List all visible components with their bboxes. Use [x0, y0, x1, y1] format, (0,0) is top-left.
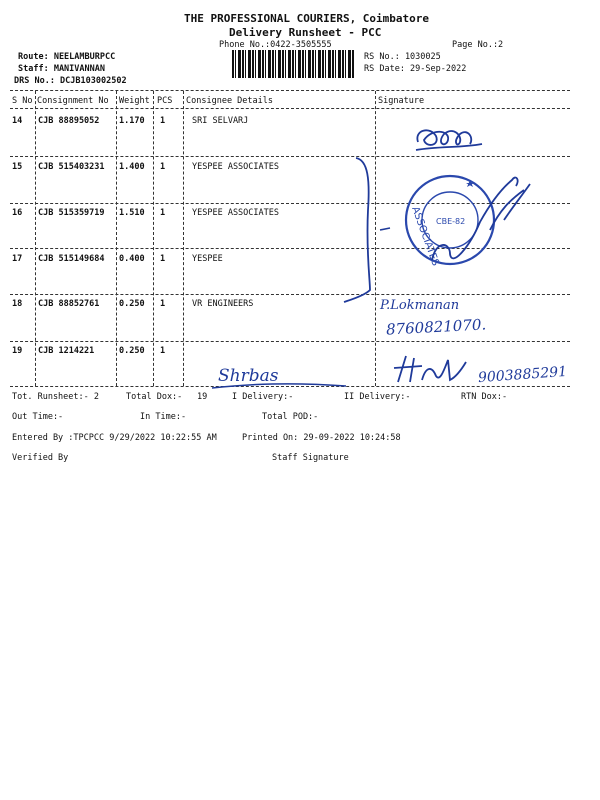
out-time: Out Time:- [12, 412, 64, 422]
row-sno: 18 [12, 299, 23, 309]
row-consignment: CJB 88852761 [38, 299, 100, 309]
total-pod: Total POD:- [262, 412, 319, 422]
col-signature: Signature [378, 96, 425, 106]
bracket-and-stamp [340, 150, 570, 310]
row-weight: 1.510 [119, 208, 145, 218]
document-title: Delivery Runsheet - PCC [229, 26, 382, 39]
entered-by: Entered By :TPCPCC 9/29/2022 10:22:55 AM [12, 433, 217, 443]
signature-underline [210, 372, 350, 392]
stamp-text: ASSOCIATES [409, 205, 441, 268]
row-pcs: 1 [160, 346, 166, 356]
stamp-date: CBE-82 [436, 217, 466, 226]
row-sno: 16 [12, 208, 23, 218]
col-consignment: Consignment No [37, 96, 109, 106]
row-pcs: 1 [160, 299, 166, 309]
page-number: Page No.:2 [452, 40, 504, 50]
rs-number: RS No.: 1030025 [364, 52, 441, 62]
row-sno: 17 [12, 254, 23, 264]
row-pcs: 1 [160, 208, 166, 218]
table-header-border [10, 108, 570, 109]
col-weight: Weight [119, 96, 150, 106]
row-consignment: CJB 88895052 [38, 116, 100, 126]
row-weight: 0.250 [119, 346, 145, 356]
drs-number: DRS No.: DCJB103002502 [14, 76, 127, 86]
in-time: In Time:- [140, 412, 187, 422]
row-weight: 1.400 [119, 162, 145, 172]
staff-signature: Staff Signature [272, 453, 349, 463]
company-name: THE PROFESSIONAL COURIERS, Coimbatore [184, 12, 430, 25]
row-consignment: CJB 1214221 [38, 346, 95, 356]
handwritten-signature-totals: Shrbas [218, 366, 279, 386]
row-weight: 0.400 [119, 254, 145, 264]
handwritten-phone-row19: 9003885291 [477, 363, 568, 387]
printed-on: Printed On: 29-09-2022 10:24:58 [242, 433, 401, 443]
rs-date: RS Date: 29-Sep-2022 [364, 64, 467, 74]
handwritten-phone: 8760821070. [385, 315, 487, 339]
row-pcs: 1 [160, 162, 166, 172]
verified-by: Verified By [12, 453, 69, 463]
table-top-border [10, 90, 570, 91]
col-pcs: PCS [157, 96, 173, 106]
row-consignee: SRI SELVARJ [192, 116, 249, 126]
rtn-dox: RTN Dox:- [461, 392, 508, 402]
i-delivery: I Delivery:- [232, 392, 294, 402]
row-sno: 14 [12, 116, 23, 126]
row-consignee: VR ENGINEERS [192, 299, 254, 309]
row-separator [10, 341, 570, 342]
row-weight: 1.170 [119, 116, 145, 126]
row-pcs: 1 [160, 254, 166, 264]
row-sno: 15 [12, 162, 23, 172]
phone-number: Phone No.:0422-3505555 [219, 40, 332, 50]
row-weight: 0.250 [119, 299, 145, 309]
row-consignment: CJB 515403231 [38, 162, 105, 172]
row-consignee: YESPEE ASSOCIATES [192, 162, 279, 172]
col-sno: S No [12, 96, 33, 106]
staff-label: Staff: MANIVANNAN [18, 64, 105, 74]
row-consignee: YESPEE [192, 254, 223, 264]
route-label: Route: NEELAMBURPCC [18, 52, 116, 62]
barcode [232, 50, 354, 78]
handwritten-name: P.Lokmanan [380, 298, 460, 313]
col-consignee: Consignee Details [186, 96, 273, 106]
row-sno: 19 [12, 346, 23, 356]
row-consignee: YESPEE ASSOCIATES [192, 208, 279, 218]
ii-delivery: II Delivery:- [344, 392, 411, 402]
total-runsheet: Tot. Runsheet:- 2 [12, 392, 99, 402]
total-dox-value: 19 [197, 392, 208, 402]
row-pcs: 1 [160, 116, 166, 126]
row-consignment: CJB 515359719 [38, 208, 105, 218]
total-dox-label: Total Dox:- [126, 392, 183, 402]
row-consignment: CJB 515149684 [38, 254, 105, 264]
signature-row19 [392, 352, 472, 388]
